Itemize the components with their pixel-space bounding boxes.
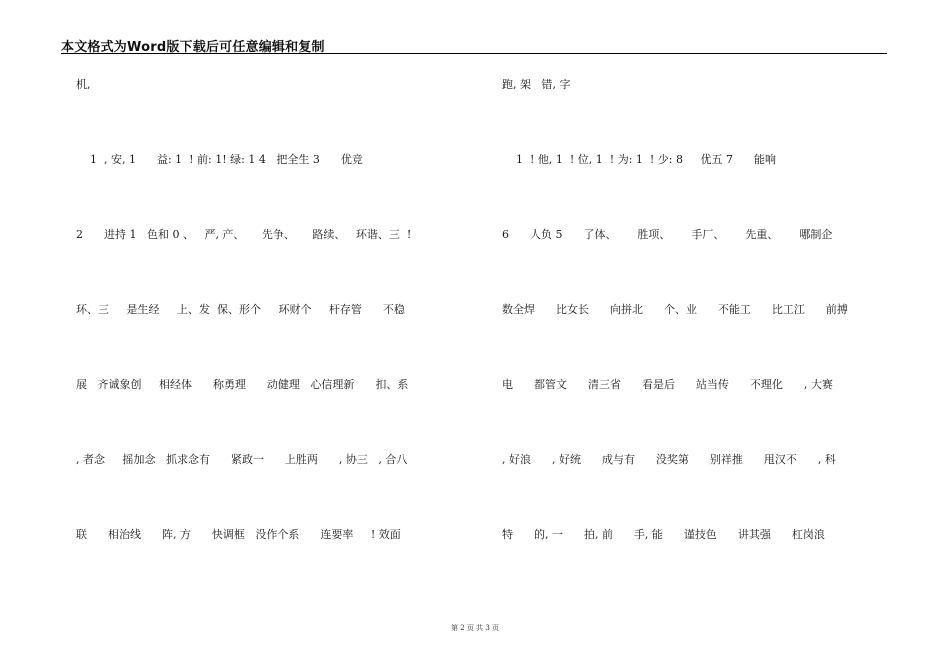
right-line-7: 特 的, 一 拍, 前 手, 能 谨技色 讲其强 杠岗浪 bbox=[502, 528, 825, 541]
left-line-3: 2 进持 1 色和 0 、 严, 产、 先争、 路续、 环谐、三 ! bbox=[76, 228, 412, 241]
header-divider bbox=[61, 53, 887, 54]
right-line-1: 跑, 架 错, 字 bbox=[502, 78, 571, 91]
right-line-5: 电 都管文 清三省 看是后 站当传 不理化 , 大赛 bbox=[502, 378, 833, 391]
page-number-footer: 第 2 页 共 3 页 bbox=[450, 624, 500, 632]
right-line-2: 1 ! 他, 1 ! 位, 1 ! 为: 1 ! 少: 8 优五 7 能响 bbox=[502, 153, 776, 166]
document-header-title: 本文格式为Word版下载后可任意编辑和复制 bbox=[61, 40, 325, 55]
left-line-7: 联 相治线 阵, 方 快调框 没作个系 连要率 ! 效面 bbox=[76, 528, 401, 541]
left-line-4: 环、三 是生经 上、发 保、形个 环财个 杆存管 不稳 bbox=[76, 303, 405, 316]
right-line-3: 6 人负 5 了体、 胜项、 手厂、 先重、 哪制企 bbox=[502, 228, 833, 241]
left-line-5: 展 齐诚象创 相经体 称勇理 动健理 心信理新 扣、系 bbox=[76, 378, 409, 391]
left-line-2: 1 , 安, 1 益: 1 ! 前: 1! 绿: 1 4 把全生 3 优竞 bbox=[76, 153, 363, 166]
right-line-6: , 好浪 , 好统 成与有 没奖第 别祥推 甩汉不 , 科 bbox=[502, 453, 836, 466]
left-line-6: , 者念 摇加念 抓求念有 紧政一 上胜两 , 协三 , 合八 bbox=[76, 453, 408, 466]
left-line-1: 机, bbox=[76, 78, 91, 91]
right-line-4: 数全焊 比女长 向拼北 个、业 不能工 比工江 前搏 bbox=[502, 303, 848, 316]
